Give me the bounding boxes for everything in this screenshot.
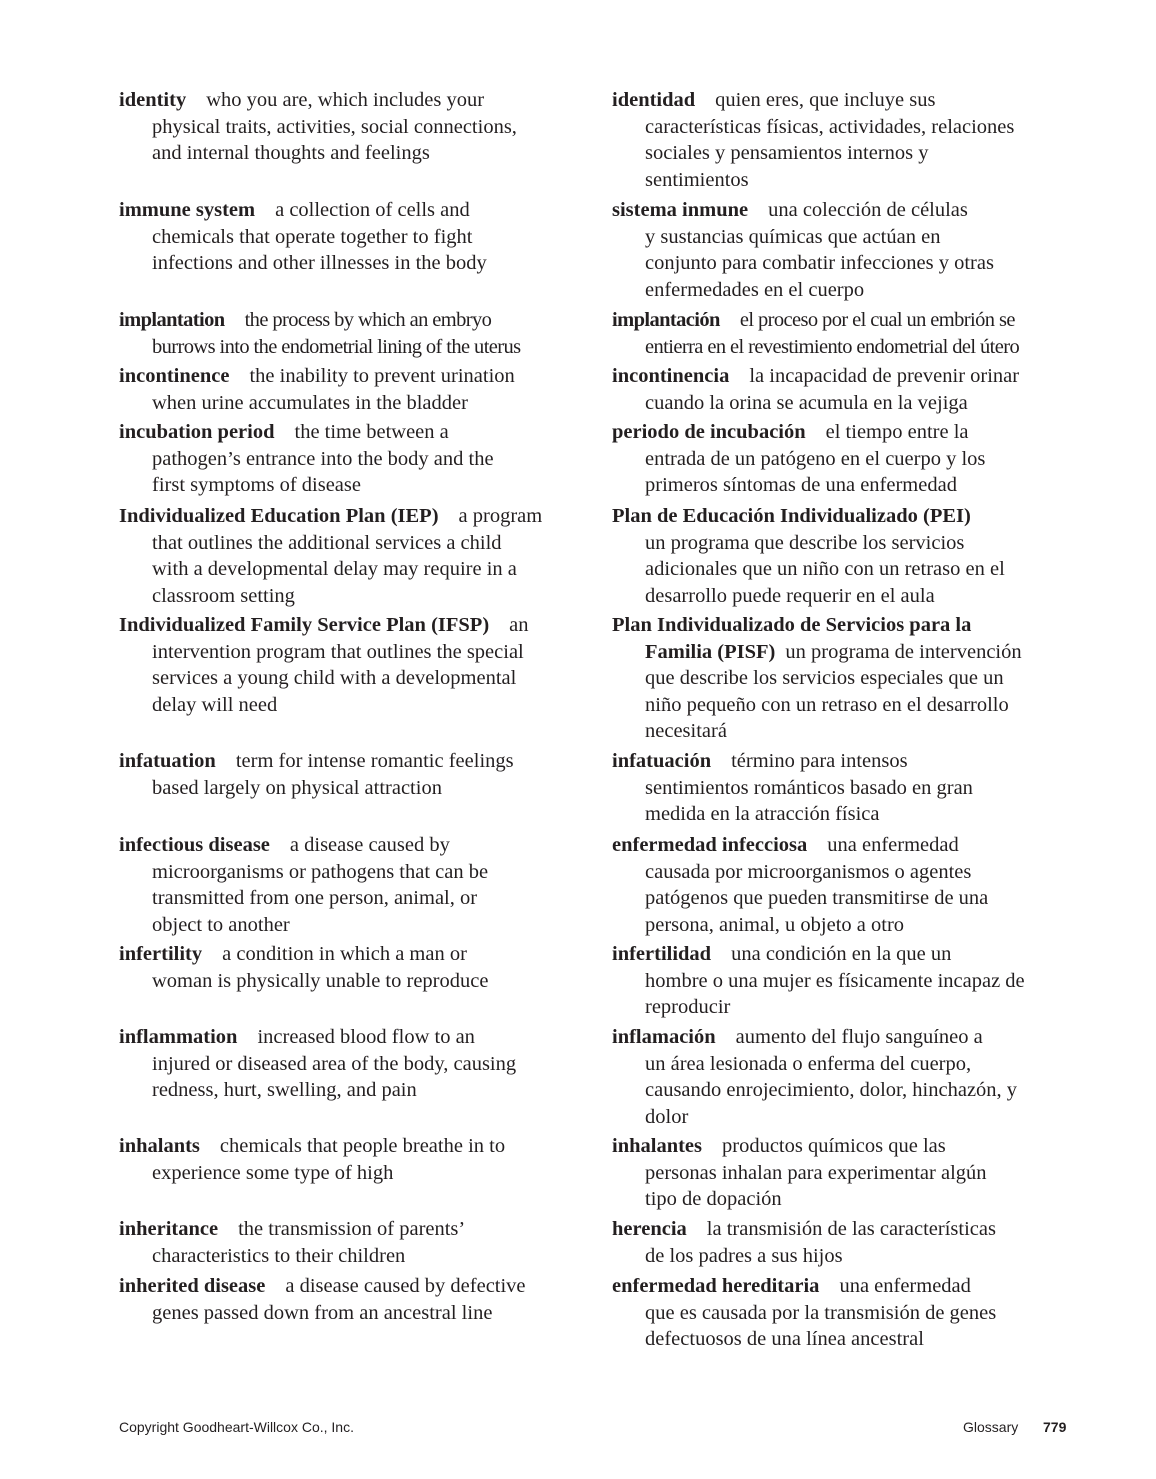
glossary-entry-left [119,87,517,167]
entry-line [612,941,1025,968]
definition-text: quien eres, que incluye sus [715,89,936,111]
definition-text: classroom setting [152,584,295,607]
definition-text: an [509,614,529,636]
definition-text: the inability to prevent urination [249,365,515,387]
entry-line [119,748,514,775]
glossary-term: inflammation [119,1026,238,1048]
entry-line [119,1273,526,1300]
definition-text: un programa que describe los servicios [645,531,965,554]
definition-text: que es causada por la transmisión de genes [645,1301,997,1324]
glossary-entry-left [119,612,529,718]
definition-text: delay will need [152,693,278,716]
entry-line [119,832,488,859]
glossary-term: inhalants [119,1135,200,1157]
entry-line [119,612,529,639]
definition-text: sentimientos románticos basado en gran [645,776,973,799]
definition-text: el proceso por el cual un embrión se [739,309,1015,331]
definition-text: a condition in which a man or [222,943,467,965]
glossary-term: Plan de Educación Individualizado (PEI) [612,505,971,527]
glossary-entry-right [612,363,1019,416]
glossary-entry-left [119,1024,516,1104]
definition-text: una colección de células [768,199,968,221]
definition-text: niño pequeño con un retraso en el desarrollo [645,693,1009,716]
glossary-entry-right [612,1216,996,1269]
definition-text: entrada de un patógeno en el cuerpo y los [645,447,986,470]
glossary-entry-right [612,1273,996,1353]
definition-text: conjunto para combatir infecciones y otras [645,252,994,274]
definition-text: sociales y pensamientos internos y [645,142,929,164]
copyright-text: Copyright Goodheart-Willcox Co., Inc. [119,1419,354,1435]
entry-line [612,1024,1017,1051]
glossary-term: incontinencia [612,365,730,387]
glossary-term: inherited disease [119,1275,266,1297]
definition-text: sentimientos [645,168,749,191]
definition-text: the time between a [294,421,449,443]
definition-text: patógenos que pueden transmitirse de una [645,887,989,909]
glossary-term: enfermedad hereditaria [612,1275,820,1297]
glossary-term: infatuation [119,750,216,772]
definition-text: hombre o una mujer es físicamente incapaz de [645,969,1025,992]
definition-text: when urine accumulates in the bladder [152,391,468,414]
glossary-term: implantación [612,309,720,331]
glossary-term: enfermedad infecciosa [612,834,808,856]
entry-line [612,1216,996,1243]
glossary-entry-right [612,1133,987,1213]
definition-text: genes passed down from an ancestral line [152,1301,493,1324]
glossary-entry-left [119,832,488,938]
glossary-term: infectious disease [119,834,270,856]
definition-text: a program [458,505,543,527]
definition-text: medida en la atracción física [645,803,880,825]
definition-text: aumento del flujo sanguíneo a [735,1026,983,1048]
section-label: Glossary [963,1419,1019,1435]
glossary-term: inhalantes [612,1135,702,1157]
definition-text: increased blood flow to an [257,1026,475,1048]
definition-text: adicionales que un niño con un retraso en el [645,558,1005,580]
definition-text: una enfermedad [839,1275,971,1297]
definition-text: experience some type of high [152,1161,394,1184]
definition-text: causando enrojecimiento, dolor, hinchazón, y [645,1079,1018,1101]
entry-line [119,363,515,390]
definition-text: un programa de intervención [785,640,1022,663]
glossary-entry-right [612,197,994,303]
glossary-term: immune system [119,199,256,221]
definition-text: and internal thoughts and feelings [152,142,430,164]
definition-text: defectuosos de una línea ancestral [645,1328,924,1350]
glossary-entry-left [119,1216,465,1269]
glossary-term: inflamación [612,1026,716,1048]
definition-text: physical traits, activities, social connections, [152,115,517,138]
definition-text: cuando la orina se acumula en la vejiga [645,391,968,414]
entry-line [119,941,488,968]
glossary-term: sistema inmune [612,199,749,221]
glossary-term: periodo de incubación [612,421,806,443]
definition-text: a disease caused by [289,834,450,856]
entry-line [119,307,521,334]
entry-line [612,748,973,775]
definition-text: the process by which an embryo [244,309,492,331]
definition-text: pathogen’s entrance into the body and the [152,447,494,470]
definition-text: entierra en el revestimiento endometrial del útero [645,335,1020,358]
definition-text: a collection of cells and [275,199,470,221]
glossary-entry-left [119,503,542,609]
definition-text: primeros síntomas de una enfermedad [645,474,957,496]
definition-text: redness, hurt, swelling, and pain [152,1079,417,1101]
definition-text: object to another [152,913,290,936]
definition-text: first symptoms of disease [152,474,361,496]
definition-text: the transmission of parents’ [238,1218,466,1240]
definition-text: chemicals that operate together to fight [152,225,473,248]
definition-text: who you are, which includes your [206,89,485,111]
definition-text: infections and other illnesses in the body [152,252,487,274]
definition-text: microorganisms or pathogens that can be [152,860,489,883]
definition-text: personas inhalan para experimentar algún [645,1161,987,1184]
glossary-entry-left [119,363,515,416]
glossary-entry-right [612,1024,1017,1130]
glossary-entry-left [119,1133,505,1186]
definition-text: based largely on physical attraction [152,776,442,799]
glossary-entry-left [119,419,494,499]
definition-text: enfermedades en el cuerpo [645,278,865,301]
definition-text: transmitted from one person, animal, or [152,887,478,909]
definition-text: woman is physically unable to reproduce [152,969,489,992]
entry-line [119,1216,465,1243]
definition-text: una enfermedad [827,834,959,856]
glossary-term: infertility [119,943,203,965]
definition-text: de los padres a sus hijos [645,1244,843,1267]
entry-line [612,1133,987,1160]
definition-text: el tiempo entre la [825,421,969,443]
definition-text: necesitará [645,720,727,742]
definition-text: chemicals that people breathe in to [219,1135,506,1157]
entry-line [119,87,517,114]
definition-text: characteristics to their children [152,1244,406,1267]
entry-line [612,1273,996,1300]
entry-line [612,612,1022,639]
entry-line [612,363,1019,390]
entry-line [612,197,994,224]
definition-text: burrows into the endometrial lining of the uterus [152,335,521,358]
definition-text: reproducir [645,996,731,1018]
definition-text: la incapacidad de prevenir orinar [749,365,1020,387]
definition-text: intervention program that outlines the special [152,640,524,663]
glossary-entry-left [119,941,488,994]
definition-text: una condición en la que un [731,943,952,965]
glossary-term: incontinence [119,365,230,387]
definition-text: y sustancias químicas que actúan en [645,225,941,248]
definition-text: tipo de dopación [645,1188,782,1210]
entry-line [612,639,1022,666]
glossary-term: infatuación [612,750,712,772]
definition-text: persona, animal, u objeto a otro [645,913,905,936]
entry-line [612,419,985,446]
entry-line [119,503,542,530]
glossary-entry-left [119,748,514,801]
glossary-entry-right [612,307,1019,360]
definition-text: term for intense romantic feelings [235,750,514,772]
definition-text: término para intensos [731,750,908,772]
glossary-entry-right [612,832,988,938]
glossary-entry-left [119,1273,526,1326]
glossary-term: Plan Individualizado de Servicios para la [612,614,972,636]
glossary-entry-left [119,307,521,360]
definition-text: with a developmental delay may require in a [152,558,517,580]
definition-text: productos químicos que las [722,1135,946,1157]
entry-line [119,1024,516,1051]
glossary-entry-right [612,87,1014,193]
glossary-term: herencia [612,1218,687,1240]
entry-line [612,307,1019,334]
entry-line [612,87,1014,114]
definition-text: injured or diseased area of the body, causing [152,1052,517,1075]
definition-text: that outlines the additional services a child [152,531,502,554]
glossary-entry-right [612,612,1022,745]
definition-text: un área lesionada o enferma del cuerpo, [645,1052,972,1075]
glossary-term: identity [119,89,187,111]
definition-text: services a young child with a developmental [152,667,517,689]
glossary-term: infertilidad [612,943,712,965]
definition-text: dolor [645,1105,689,1128]
definition-text: a disease caused by defective [285,1275,526,1297]
glossary-term: identidad [612,89,696,111]
glossary-term: inheritance [119,1218,219,1240]
glossary-term: Individualized Family Service Plan (IFSP) [119,614,490,636]
page-number: 779 [1043,1419,1067,1435]
glossary-term: implantation [119,309,225,331]
glossary-entry-right [612,419,985,499]
glossary-entry-right [612,748,973,828]
definition-text: que describe los servicios especiales que un [645,667,1004,689]
entry-line [612,832,988,859]
definition-text: desarrollo puede requerir en el aula [645,584,935,607]
definition-text: características físicas, actividades, relaciones [645,115,1015,138]
entry-line [612,503,1005,530]
glossary-entry-right [612,503,1005,609]
glossary-entry-left [119,197,487,277]
glossary-term: incubation period [119,421,275,443]
entry-line [119,419,494,446]
glossary-term-continued: Familia (PISF) [645,640,776,663]
entry-line [119,1133,505,1160]
glossary-entry-right [612,941,1025,1021]
entry-line [119,197,487,224]
definition-text: la transmisión de las características [706,1218,996,1240]
definition-text: causada por microorganismos o agentes [645,860,972,883]
glossary-term: Individualized Education Plan (IEP) [119,505,439,527]
